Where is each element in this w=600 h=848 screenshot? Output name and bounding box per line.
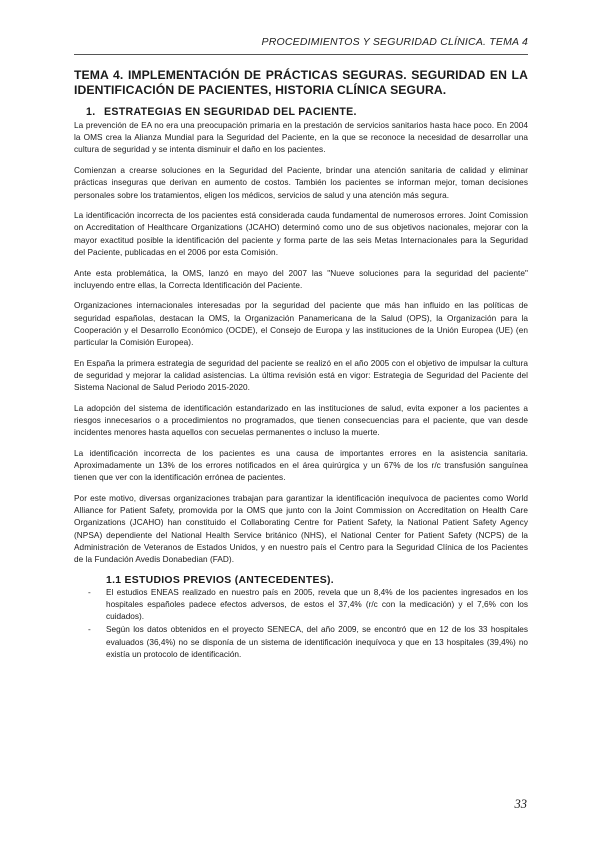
paragraph: La identificación incorrecta de los pacientes está considerada cauda fundamental de numerosos errores. Joint Comission on Accreditation of Healthcare Organizations (JCAHO) determinó como uno de sus objetivos nacionales, mejorar con la mayor exactitud posible la identificación del paciente y forma parte de las seis Metas Internacionales para la Seguridad del Paciente, publicadas en el 2006 por esta Comisión. [74, 211, 528, 257]
subsection-heading: 1.1 ESTUDIOS PREVIOS (ANTECEDENTES). [106, 574, 334, 586]
paragraph: La prevención de EA no era una preocupación primaria en la prestación de servicios sanitarios hasta hace poco. En 2004 la OMS crea la Alianza Mundial para la Seguridad del Paciente, en la que se reconoce la necesidad de desarrollar una cultura de seguridad y se intenta disminuir el daño en los pacientes. [74, 121, 528, 155]
list-item [74, 624, 528, 661]
paragraph: La adopción del sistema de identificación estandarizado en las instituciones de salud, evita exponer a los pacientes a riesgos innecesarios o a procedimientos no programados, que tienen consecuencias para el paciente, que van desde incidentes menores hasta aquellos con secuelas permanentes o incluso la muerte. [74, 403, 528, 438]
paragraph: La identificación incorrecta de los pacientes es una causa de importantes errores en la asistencia sanitaria. Aproximadamente un 13% de los errores notificados en el área quirúrgica y un 67% de los r/c transfusión sanguínea tienen que ver con la identificación errónea de pacientes. [74, 448, 528, 483]
list-item-text: Según los datos obtenidos en el proyecto SENECA, del año 2009, se encontró que en 12 de los 33 hospitales evaluados (36,4%) no se disponía de un sistema de identificación inequívoca y que en 13 hospitales (39,4%) no existía un protocolo de identificación. [106, 625, 528, 659]
list-item [74, 587, 528, 624]
header-divider [74, 54, 528, 55]
section-number: 1. [86, 106, 96, 118]
section-title: ESTRATEGIAS EN SEGURIDAD DEL PACIENTE. [104, 106, 357, 118]
paragraph: Comienzan a crearse soluciones en la Seguridad del Paciente, brindar una atención sanitaria de calidad y eliminar prácticas inseguras que derivan en aumento de costos. También los pacientes se informan mejor, toman decisiones personales sobre los tratamientos, eligen los médicos, servicios de salud y una atención más segura. [74, 166, 528, 200]
running-header: PROCEDIMIENTOS Y SEGURIDAD CLÍNICA. TEMA 4 [261, 36, 528, 48]
list-item-text: El estudios ENEAS realizado en nuestro país en 2005, revela que un 8,4% de los pacientes ingresados en los hospitales españoles padece efectos adversos, de estos el 37,4% (r/c con la medicación) y el 7,6% con los cuidados). [106, 587, 528, 622]
paragraph: Ante esta problemática, la OMS, lanzó en mayo del 2007 las "Nueve soluciones para la seguridad del paciente" incluyendo entre ellas, la Correcta Identificación del Paciente. [74, 268, 528, 290]
section-heading [86, 106, 528, 118]
paragraph: Por este motivo, diversas organizaciones trabajan para garantizar la identificación inequívoca de pacientes como World Alliance for Patient Safety, promovida por la OMS que junto con la Joint Commission on Accreditation on Health Care Organizations (JCAHO) han constituido el Collaborating Centre for Patient Safety, la National Patient Safety Agency (NPSA) dependiente del National Health Service británico (NHS), el National Center for Patient Safety (NCPS) de la Administración de Veteranos de Estados Unidos, y en nuestro país el Centro para la Seguridad Clínica de los Pacientes de la Fundación Avedis Donabedian (FAD). [74, 494, 528, 565]
bullet-marker: - [88, 587, 91, 597]
page-number: 33 [514, 797, 527, 811]
paragraph: En España la primera estrategia de seguridad del paciente se realizó en el año 2005 con el objetivo de impulsar la cultura de seguridad y mejorar la calidad asistencias. La última revisión está en vigor: Estrategia de Seguridad del Paciente del Sistema Nacional de Salud Periodo 2015-2020. [74, 358, 528, 393]
page-content [74, 68, 528, 662]
bullet-marker: - [88, 625, 91, 635]
paragraph: Organizaciones internacionales interesadas por la seguridad del paciente que más han influido en las políticas de seguridad españolas, destacan la OMS, la Organización Panamericana de la Salud (OPS), la Organización para la Cooperación y el Desarrollo Económico (OCDE), el Consejo de Europa y las instituciones de la Unión Europea (UE) (en particular la Comisión Europea). [74, 301, 528, 348]
chapter-title: TEMA 4. IMPLEMENTACIÓN DE PRÁCTICAS SEGURAS. SEGURIDAD EN LA IDENTIFICACIÓN DE PACIENTES, HISTORIA CLÍNICA SEGURA. [74, 68, 528, 97]
bullet-list [74, 587, 528, 661]
